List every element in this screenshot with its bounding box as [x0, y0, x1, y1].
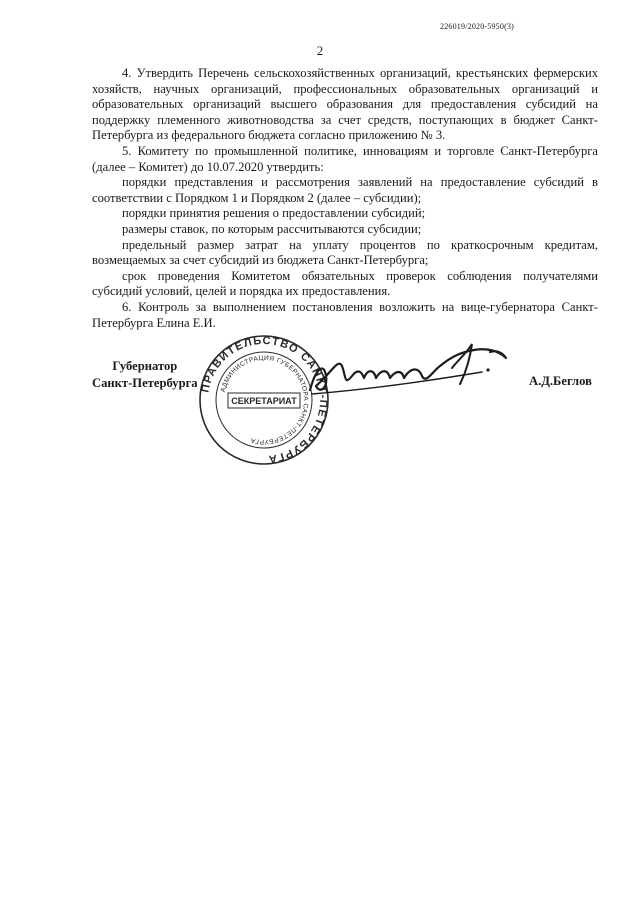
- signatory-title: [92, 358, 198, 392]
- paragraph-list-item: предельный размер затрат на уплату процентов по краткосрочным кредитам, возмещаемых за счет субсидий из бюджета Санкт-Петербурга;: [92, 237, 598, 268]
- paragraph-item-6: 6. Контроль за выполнением постановления возложить на вице-губернатора Санкт-Петербурга Елина Е.И.: [92, 299, 598, 330]
- paragraph-list-item: срок проведения Комитетом обязательных проверок соблюдения получателями субсидий условий, целей и порядка их предоставления.: [92, 268, 598, 299]
- signatory-title-line1: Губернатор: [112, 359, 178, 373]
- signatory-title-line2: Санкт-Петербурга: [92, 376, 198, 390]
- stamp-outer-text: ПРАВИТЕЛЬСТВО САНКТ-ПЕТЕРБУРГА: [199, 334, 330, 466]
- paragraph-list-item: размеры ставок, по которым рассчитываются субсидии;: [122, 221, 422, 236]
- page-number: 2: [316, 43, 324, 58]
- paragraph-item-4: 4. Утвердить Перечень сельскохозяйственных организаций, крестьянских фермерских хозяйств, научных организаций, профессиональных образовательных организаций и образовательных организаций высшего образования для предоставления субсидий на поддержку племенного животноводства за счет средств, поступающих в бюджет Санкт-Петербурга из федерального бюджета согласно приложению № 3.: [92, 66, 598, 143]
- stamp-inner-text: АДМИНИСТРАЦИЯ ГУБЕРНАТОРА САНКТ-ПЕТЕРБУРГА: [219, 354, 310, 446]
- signatory-name: А.Д.Беглов: [529, 374, 592, 388]
- paragraph-list-item: порядки представления и рассмотрения заявлений на предоставление субсидий в соответствии с Порядком 1 и Порядком 2 (далее – субсидии);: [92, 175, 598, 205]
- handwritten-signature: [302, 328, 532, 418]
- document-id: 226019/2020-5950(3): [440, 22, 515, 31]
- stamp-center-text: СЕКРЕТАРИАТ: [231, 396, 297, 406]
- document-body: [92, 66, 598, 331]
- paragraph-list-item: порядки принятия решения о предоставлении субсидий;: [122, 206, 426, 221]
- paragraph-item-5: 5. Комитету по промышленной политике, инновациям и торговле Санкт-Петербурга (далее – Комитет) до 10.07.2020 утвердить:: [92, 143, 598, 174]
